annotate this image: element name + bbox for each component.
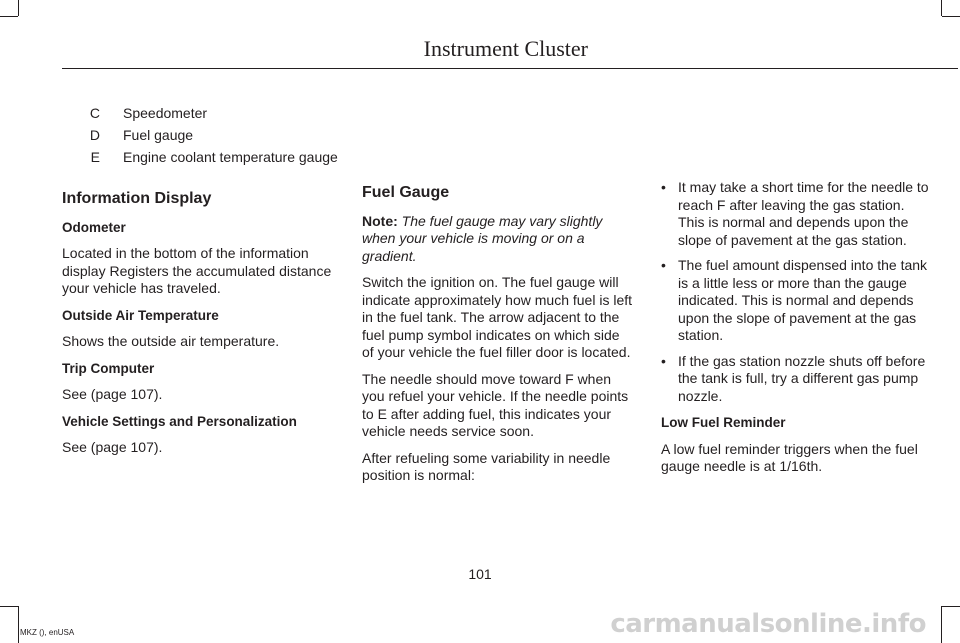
outside-air-heading: Outside Air Temperature (62, 307, 219, 323)
bullet-item (661, 179, 933, 249)
note-text: The fuel gauge may vary slightly when your vehicle is moving or on a gradient. (362, 212, 603, 264)
key-label: Speedometer (123, 105, 208, 121)
column-fuel-gauge (362, 184, 634, 494)
bullet-icon: • (661, 352, 666, 369)
key-label: Fuel gauge (123, 127, 194, 143)
crop-mark (0, 16, 18, 17)
bullet-item (661, 257, 933, 345)
section-heading: Information Display (62, 190, 212, 207)
trip-computer-heading: Trip Computer (62, 360, 155, 376)
crop-mark (942, 606, 960, 607)
crop-mark (941, 0, 942, 16)
paragraph: After refueling some variability in needle position is normal: (362, 449, 611, 483)
trip-computer-link[interactable]: See (page 107). (62, 386, 163, 402)
document-code: MKZ (), enUSA (20, 628, 75, 637)
odometer-text: Located in the bottom of the information display Registers the accumulated distance your vehicle has traveled. (62, 245, 332, 296)
crop-mark (941, 606, 942, 643)
bullet-text: The fuel amount dispensed into the tank is a little less or more than the gauge indicated. This is normal and depends upon the slope of pavement at the gas station. (678, 257, 928, 343)
paragraph: Switch the ignition on. The fuel gauge will indicate approximately how much fuel is left in the fuel tank. The arrow adjacent to the fuel pump symbol indicates on which side of your vehicle the fuel filler door is located. (362, 274, 633, 360)
bullet-icon: • (661, 179, 666, 195)
bullet-icon: • (661, 257, 666, 273)
outside-air-text: Shows the outside air temperature. (62, 333, 280, 349)
key-label: Engine coolant temperature gauge (123, 149, 338, 165)
crop-mark (0, 606, 18, 607)
key-letter: E (90, 149, 100, 165)
paragraph: The needle should move toward F when you refuel your vehicle. If the needle points to E after adding fuel, this indicates your vehicle needs service soon. (362, 370, 629, 439)
vehicle-settings-link[interactable]: See (page 107). (62, 439, 163, 455)
vehicle-settings-heading: Vehicle Settings and Personalization (62, 413, 297, 429)
watermark: carmanualsonline.info (610, 609, 926, 639)
column-fuel-notes (661, 179, 933, 485)
bullet-text: If the gas station nozzle shuts off before the tank is full, try a different gas pump nozzle. (678, 352, 926, 404)
page-number: 101 (468, 566, 492, 582)
note (362, 213, 634, 266)
crop-mark (18, 0, 19, 16)
column-information-display (62, 190, 342, 466)
page-title: Instrument Cluster (423, 36, 588, 61)
key-letter: C (89, 105, 100, 121)
header-divider (62, 68, 958, 69)
section-heading: Fuel Gauge (362, 184, 450, 201)
key-letter: D (89, 127, 100, 143)
bullet-text: It may take a short time for the needle to reach F after leaving the gas station. This is normal and depends upon the slope of pavement at the gas station. (678, 179, 929, 248)
bullet-list (661, 179, 933, 405)
bullet-item (661, 353, 933, 406)
crop-mark (18, 606, 19, 643)
crop-mark (942, 16, 960, 17)
low-fuel-heading: Low Fuel Reminder (661, 415, 786, 430)
low-fuel-text: A low fuel reminder triggers when the fuel gauge needle is at 1/16th. (661, 440, 918, 474)
odometer-heading: Odometer (62, 219, 126, 235)
note-label: Note: (362, 212, 398, 229)
